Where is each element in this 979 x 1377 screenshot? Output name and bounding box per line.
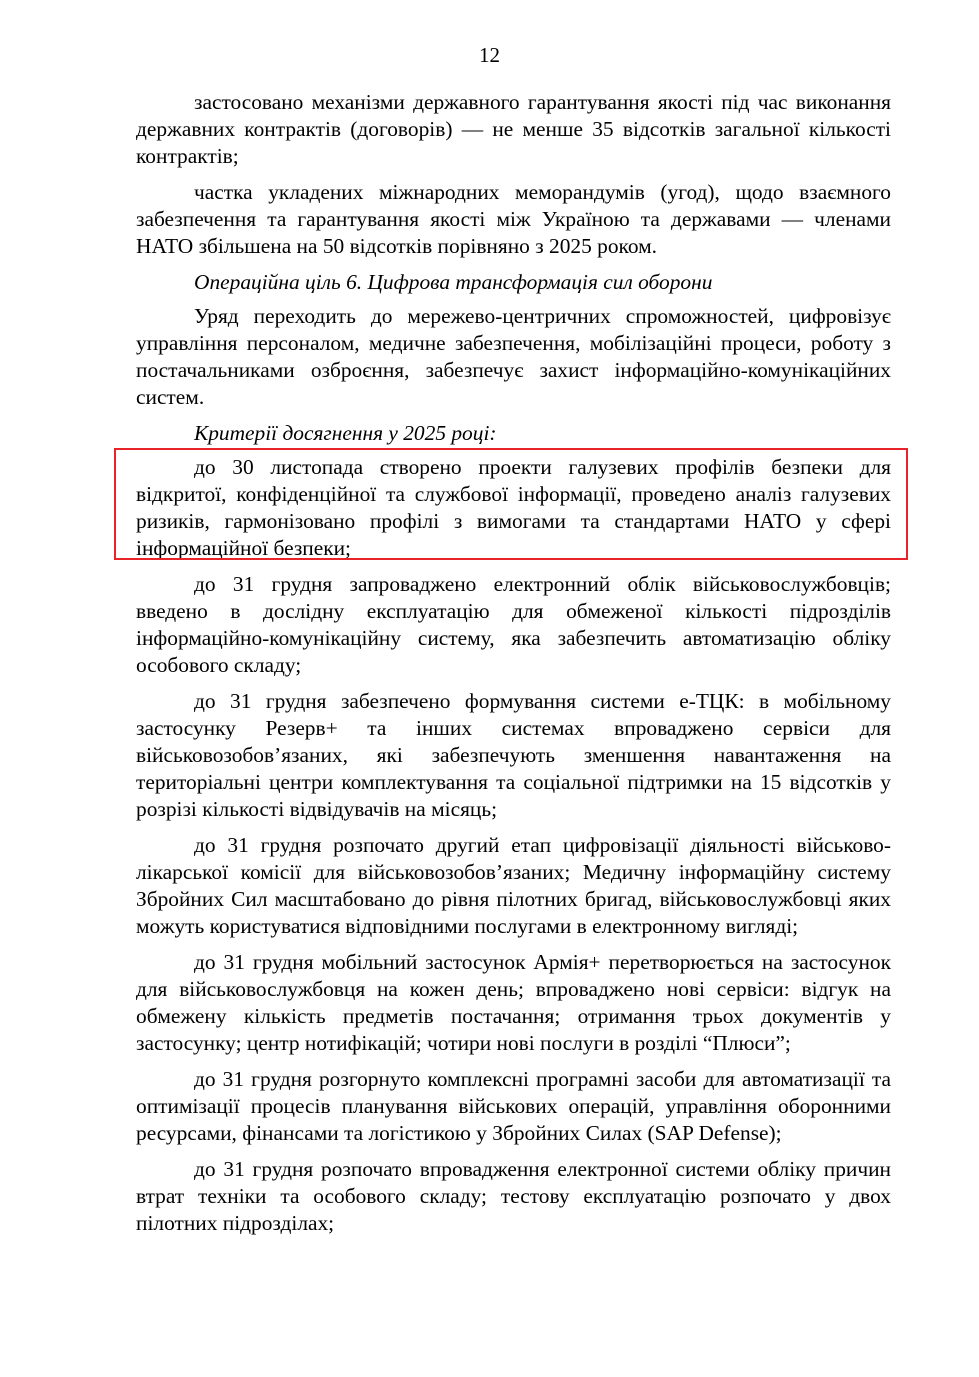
paragraph-electronic-registry: до 31 грудня запроваджено електронний облік військовослужбовців; введено в дослідну експлуатацію для обмеженої кількості підрозділів інформаційно-комунікаційну систему, яка забезпечить автоматизацію обліку особового складу;	[136, 572, 891, 677]
section-heading-criteria-2025: Критерії досягнення у 2025 році:	[194, 421, 497, 445]
paragraph-quality-contracts: застосовано механізми державного гарантування якості під час виконання державних контрактів (договорів) — не менше 35 відсотків загальної кількості контрактів;	[136, 90, 891, 168]
paragraph-security-profiles: до 30 листопада створено проекти галузевих профілів безпеки для відкритої, конфіденційної та службової інформації, проведено аналіз галузевих ризиків, гармонізовано профілі з вимогами та стандартами НАТО у сфері інформаційної безпеки;	[136, 455, 891, 560]
page-number: 12	[479, 43, 500, 67]
section-heading-operational-goal-6: Операційна ціль 6. Цифрова трансформація сил оборони	[194, 270, 713, 294]
paragraph-e-tck-system: до 31 грудня забезпечено формування системи е-ТЦК: в мобільному застосунку Резерв+ та інших системах впроваджено сервіси для військовозобов’язаних, які забезпечують зменшення навантаження на територіальні центри комплектування та соціальної підтримки на 15 відсотків у розрізі кількості відвідувачів на місяць;	[136, 689, 891, 821]
document-body	[136, 89, 891, 1246]
paragraph-sap-defense: до 31 грудня розгорнуто комплексні програмні засоби для автоматизації та оптимізації процесів планування військових операцій, управління оборонними ресурсами, фінансами та логістикою у Збройних Силах (SAP Defense);	[136, 1067, 891, 1145]
paragraph-loss-registry: до 31 грудня розпочато впровадження електронної системи обліку причин втрат техніки та особового складу; тестову експлуатацію розпочато у двох пілотних підрозділах;	[136, 1157, 891, 1235]
paragraph-medical-commission: до 31 грудня розпочато другий етап цифровізації діяльності військово-лікарської комісії для військовозобов’язаних; Медичну інформаційну систему Збройних Сил масштабовано до рівня пілотних бригад, військовослужбовці яких можуть користуватися відповідними послугами в електронному вигляді;	[136, 833, 891, 938]
paragraph-army-plus-app: до 31 грудня мобільний застосунок Армія+ перетворюється на застосунок для військовослужбовця на кожен день; впроваджено нові сервіси: відгук на обмежену кількість предметів постачання; отримання трьох документів у застосунку; центр нотифікацій; чотири нові послуги в розділі “Плюси”;	[136, 950, 891, 1055]
paragraph-nato-memoranda: частка укладених міжнародних меморандумів (угод), щодо взаємного забезпечення та гарантування якості між Україною та державами — членами НАТО збільшена на 50 відсотків порівняно з 2025 роком.	[136, 180, 891, 258]
paragraph-government-digitalization: Уряд переходить до мережево-центричних спроможностей, цифровізує управління персоналом, медичне забезпечення, мобілізаційні процеси, роботу з постачальниками озброєння, забезпечує захист інформаційно-комунікаційних систем.	[136, 304, 891, 409]
